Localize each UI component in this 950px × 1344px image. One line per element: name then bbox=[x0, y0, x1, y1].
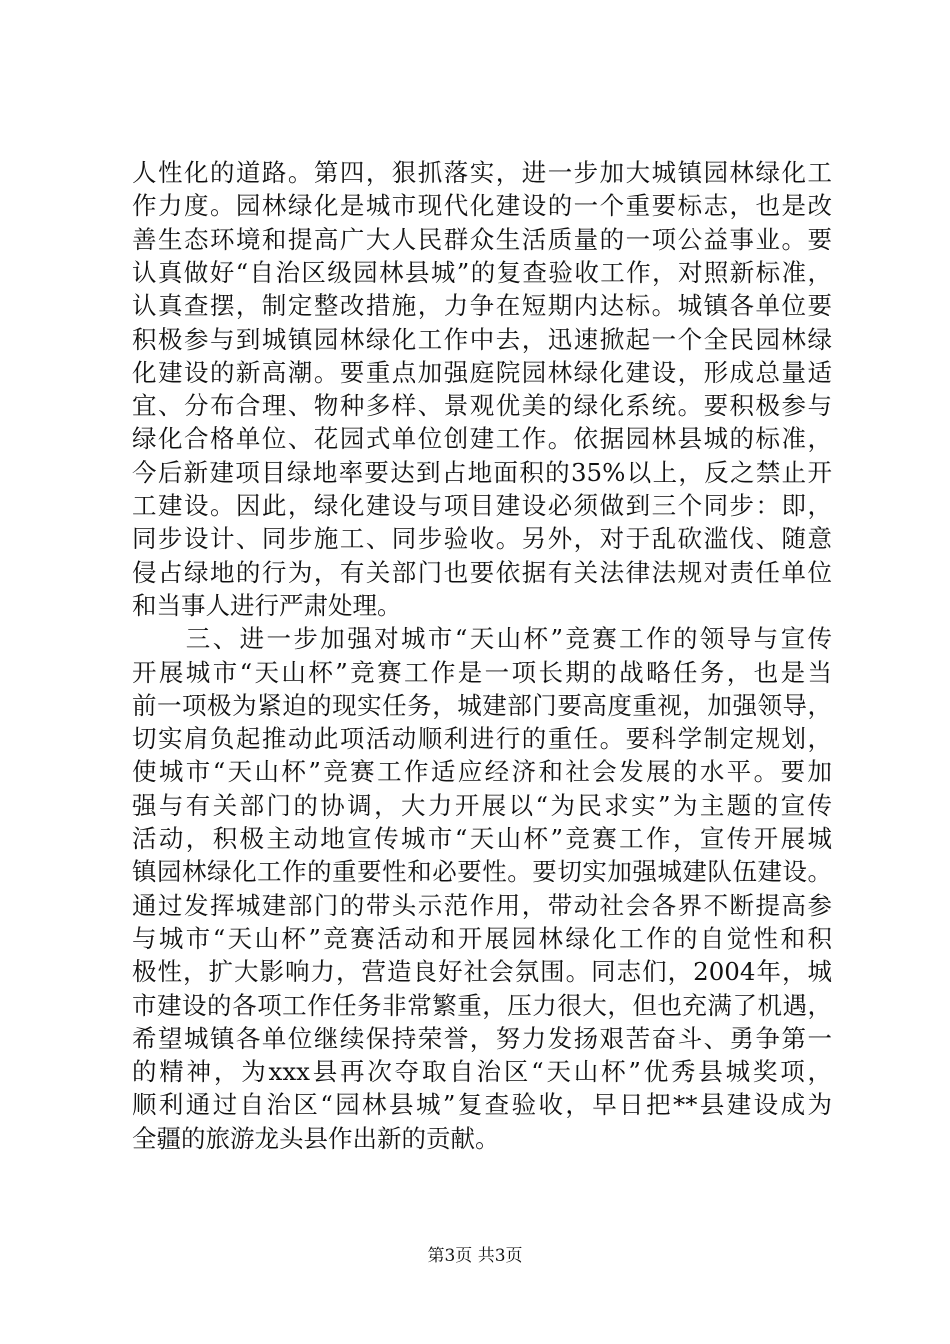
page-footer: 第3页 共3页 bbox=[427, 1246, 523, 1266]
text-line: 积极参与到城镇园林绿化工作中去，迅速掀起一个全民园林绿 bbox=[132, 324, 832, 354]
text-line: 善生态环境和提高广大人民群众生活质量的一项公益事业。要 bbox=[132, 224, 832, 254]
text-line: 开展城市“天山杯”竞赛工作是一项长期的战略任务，也是当 bbox=[132, 657, 832, 687]
text-line: 今后新建项目绿地率要达到占地面积的35%以上，反之禁止开 bbox=[132, 457, 832, 487]
text-line: 的精神，为xxx县再次夺取自治区“天山杯”优秀县城奖项， bbox=[132, 1057, 832, 1087]
text-line: 绿化合格单位、花园式单位创建工作。依据园林县城的标准， bbox=[132, 424, 832, 454]
text-line: 希望城镇各单位继续保持荣誉，努力发扬艰苦奋斗、勇争第一 bbox=[132, 1023, 832, 1053]
text-line: 和当事人进行严肃处理。 bbox=[132, 590, 402, 620]
text-line: 人性化的道路。第四，狠抓落实，进一步加大城镇园林绿化工 bbox=[132, 158, 832, 187]
text-line: 极性，扩大影响力，营造良好社会氛围。同志们，2004年，城 bbox=[132, 957, 832, 987]
text-line: 使城市“天山杯”竞赛工作适应经济和社会发展的水平。要加 bbox=[132, 757, 832, 787]
text-line: 全疆的旅游龙头县作出新的贡献。 bbox=[132, 1123, 500, 1153]
text-line: 侵占绿地的行为，有关部门也要依据有关法律法规对责任单位 bbox=[132, 557, 832, 587]
text-line: 化建设的新高潮。要重点加强庭院园林绿化建设，形成总量适 bbox=[132, 357, 832, 387]
text-line: 作力度。园林绿化是城市现代化建设的一个重要标志，也是改 bbox=[132, 191, 832, 221]
text-line: 镇园林绿化工作的重要性和必要性。要切实加强城建队伍建设。 bbox=[132, 857, 832, 887]
text-line: 市建设的各项工作任务非常繁重，压力很大，但也充满了机遇， bbox=[132, 990, 832, 1020]
text-line: 与城市“天山杯”竞赛活动和开展园林绿化工作的自觉性和积 bbox=[132, 923, 832, 953]
text-line: 顺利通过自治区“园林县城”复查验收，早日把**县建设成为 bbox=[132, 1090, 832, 1120]
text-line: 活动，积极主动地宣传城市“天山杯”竞赛工作，宣传开展城 bbox=[132, 824, 832, 853]
text-line: 切实肩负起推动此项活动顺利进行的重任。要科学制定规划， bbox=[132, 724, 832, 754]
text-line: 通过发挥城建部门的带头示范作用，带动社会各界不断提高参 bbox=[132, 890, 832, 920]
text-line: 认真查摆，制定整改措施，力争在短期内达标。城镇各单位要 bbox=[132, 291, 832, 321]
text-line: 同步设计、同步施工、同步验收。另外，对于乱砍滥伐、随意 bbox=[132, 524, 832, 554]
text-line: 工建设。因此，绿化建设与项目建设必须做到三个同步：即， bbox=[132, 491, 832, 520]
text-line: 三、进一步加强对城市“天山杯”竞赛工作的领导与宣传 bbox=[132, 624, 832, 654]
text-line: 强与有关部门的协调，大力开展以“为民求实”为主题的宣传 bbox=[132, 790, 832, 820]
text-line: 前一项极为紧迫的现实任务，城建部门要高度重视，加强领导， bbox=[132, 690, 832, 720]
text-line: 认真做好“自治区级园林县城”的复查验收工作，对照新标准， bbox=[132, 257, 832, 287]
text-line: 宜、分布合理、物种多样、景观优美的绿化系统。要积极参与 bbox=[132, 391, 832, 421]
